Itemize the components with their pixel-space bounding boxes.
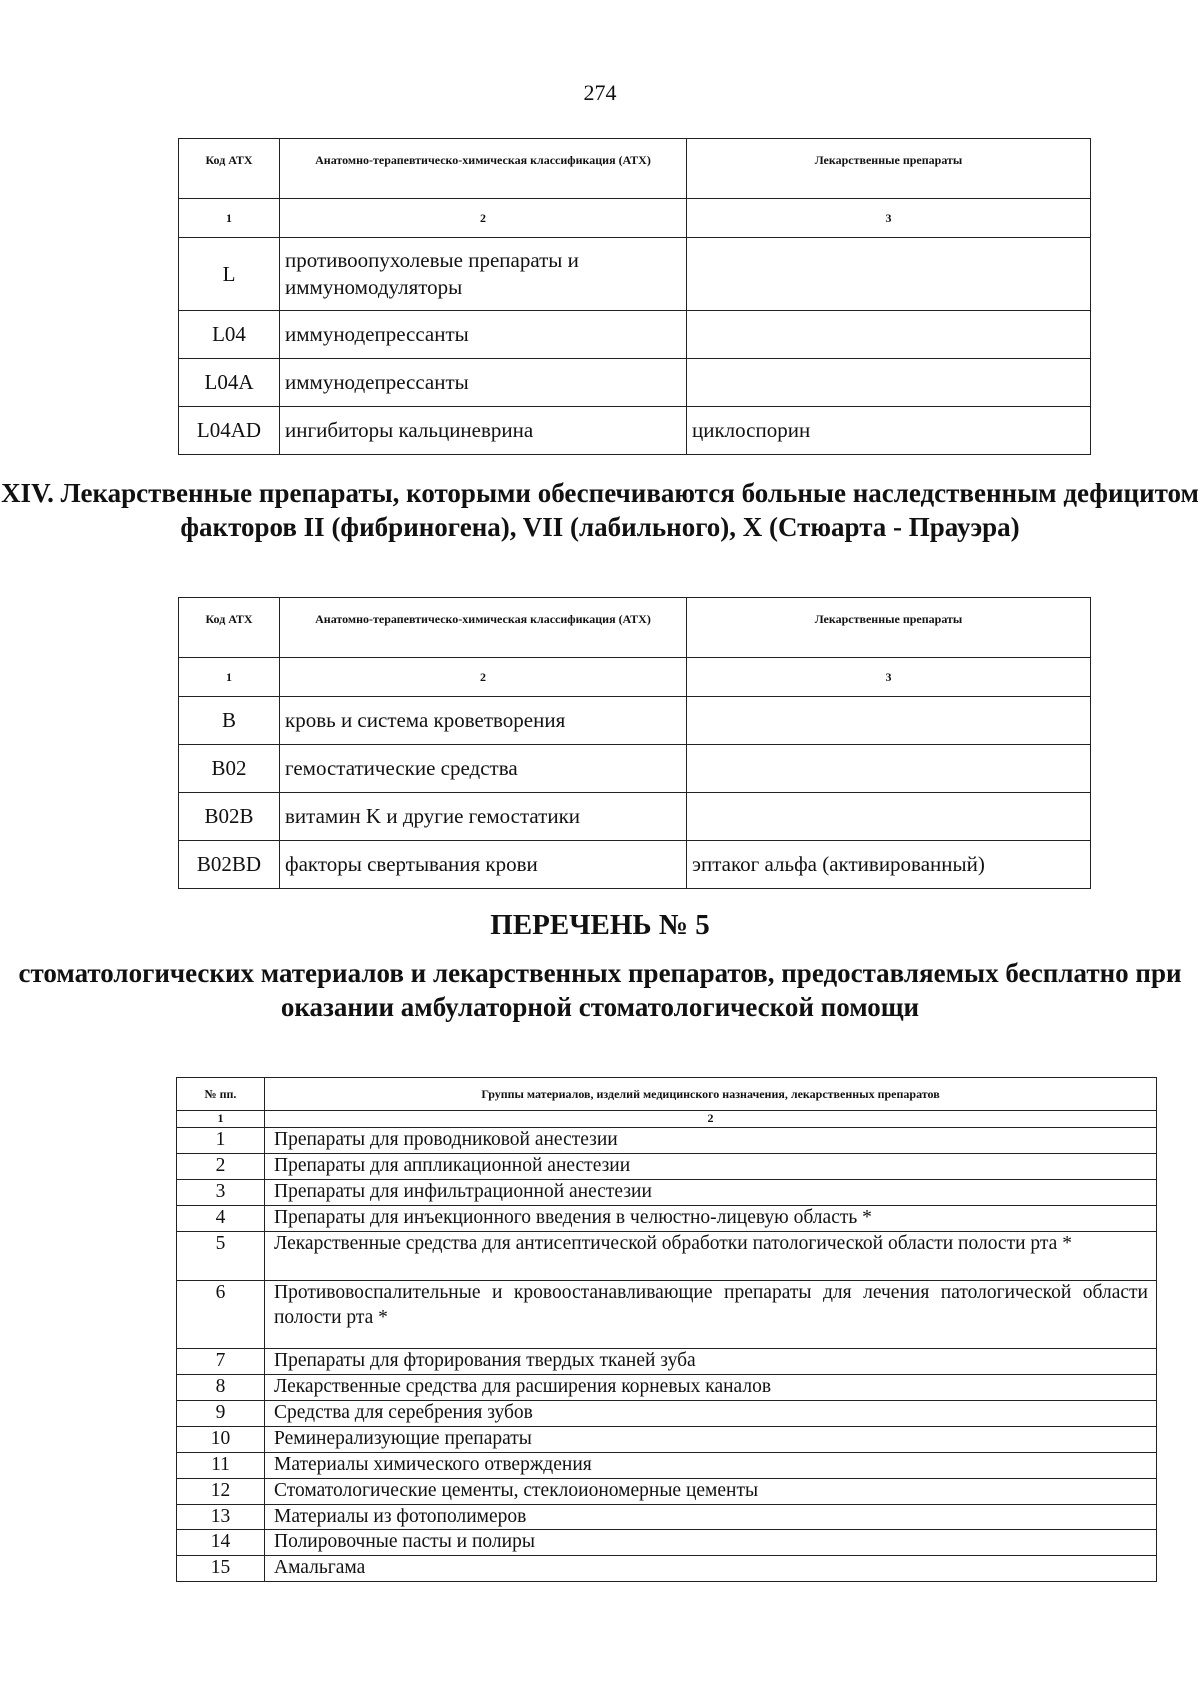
column-number: 1 xyxy=(179,199,280,238)
atx-classification: иммунодепрессанты xyxy=(280,359,687,407)
column-number: 3 xyxy=(687,199,1091,238)
table-row xyxy=(177,1128,1157,1154)
item-number: 5 xyxy=(177,1231,265,1280)
list-title: ПЕРЕЧЕНЬ № 5 xyxy=(490,909,710,941)
table-row xyxy=(177,1452,1157,1478)
item-number: 6 xyxy=(177,1280,265,1348)
atx-code: B02 xyxy=(179,745,280,793)
drug-name: циклоспорин xyxy=(687,407,1091,455)
column-number-row xyxy=(177,1111,1157,1128)
item-number: 8 xyxy=(177,1374,265,1400)
table-row xyxy=(179,311,1091,359)
item-text: Препараты для проводниковой анестезии xyxy=(265,1128,1157,1154)
item-text: Препараты для инфильтрационной анестезии xyxy=(265,1179,1157,1205)
table-row xyxy=(177,1530,1157,1556)
item-number: 10 xyxy=(177,1426,265,1452)
table-row xyxy=(179,359,1091,407)
atx-classification: ингибиторы кальциневрина xyxy=(280,407,687,455)
header-code: Код АТХ xyxy=(179,598,280,658)
column-number: 2 xyxy=(265,1111,1157,1128)
table-row xyxy=(177,1205,1157,1231)
drug-name xyxy=(687,359,1091,407)
item-text: Противовоспалительные и кровоостанавливающие препараты для лечения патологической области полости рта * xyxy=(265,1280,1157,1348)
drug-name xyxy=(687,745,1091,793)
drug-name xyxy=(687,697,1091,745)
item-text: Реминерализующие препараты xyxy=(265,1426,1157,1452)
item-text: Препараты для аппликационной анестезии xyxy=(265,1153,1157,1179)
header-number: № пп. xyxy=(177,1078,265,1111)
item-text: Амальгама xyxy=(265,1556,1157,1582)
item-text: Полировочные пасты и полиры xyxy=(265,1530,1157,1556)
item-text: Материалы из фотополимеров xyxy=(265,1504,1157,1530)
page-number: 274 xyxy=(583,80,617,105)
table-row xyxy=(177,1348,1157,1374)
atx-classification: факторы свертывания крови xyxy=(280,841,687,889)
header-drugs: Лекарственные препараты xyxy=(687,598,1091,658)
header-drugs: Лекарственные препараты xyxy=(687,139,1091,199)
column-number: 2 xyxy=(280,658,687,697)
column-number: 3 xyxy=(687,658,1091,697)
atx-code: B xyxy=(179,697,280,745)
atx-code: L04AD xyxy=(179,407,280,455)
table-row xyxy=(179,793,1091,841)
atx-table-immunosuppressants xyxy=(178,138,1091,455)
item-text: Стоматологические цементы, стеклоиономерные цементы xyxy=(265,1478,1157,1504)
table-row xyxy=(177,1556,1157,1582)
item-number: 14 xyxy=(177,1530,265,1556)
atx-code: L04A xyxy=(179,359,280,407)
column-number: 1 xyxy=(177,1111,265,1128)
atx-classification: витамин K и другие гемостатики xyxy=(280,793,687,841)
section-heading: XIV. Лекарственные препараты, которыми обеспечиваются больные наследственным дефицитом факторов II (фибриногена), VII (лабильного), X (Стюарта - Прауэра) xyxy=(1,478,1199,542)
atx-classification: противоопухолевые препараты и иммуномодуляторы xyxy=(280,238,687,311)
table-row xyxy=(179,238,1091,311)
drug-name xyxy=(687,238,1091,311)
item-number: 3 xyxy=(177,1179,265,1205)
atx-classification: иммунодепрессанты xyxy=(280,311,687,359)
item-number: 4 xyxy=(177,1205,265,1231)
drug-name xyxy=(687,311,1091,359)
item-text: Средства для серебрения зубов xyxy=(265,1400,1157,1426)
item-number: 12 xyxy=(177,1478,265,1504)
item-number: 1 xyxy=(177,1128,265,1154)
table-row xyxy=(177,1179,1157,1205)
item-text: Материалы химического отверждения xyxy=(265,1452,1157,1478)
header-code: Код АТХ xyxy=(179,139,280,199)
item-text: Лекарственные средства для антисептической обработки патологической области полости рта * xyxy=(265,1231,1157,1280)
table-row xyxy=(179,745,1091,793)
table-row xyxy=(177,1280,1157,1348)
table-row xyxy=(179,407,1091,455)
column-number-row xyxy=(179,199,1091,238)
item-number: 9 xyxy=(177,1400,265,1426)
table-row xyxy=(177,1504,1157,1530)
table-row xyxy=(177,1400,1157,1426)
item-number: 15 xyxy=(177,1556,265,1582)
header-classification: Анатомно-терапевтическо-химическая классификация (АТХ) xyxy=(280,139,687,199)
atx-code: B02BD xyxy=(179,841,280,889)
table-header-row xyxy=(179,598,1091,658)
item-number: 11 xyxy=(177,1452,265,1478)
atx-table-coagulation-factors xyxy=(178,597,1091,889)
item-text: Лекарственные средства для расширения корневых каналов xyxy=(265,1374,1157,1400)
drug-name xyxy=(687,793,1091,841)
drug-name: эптаког альфа (активированный) xyxy=(687,841,1091,889)
table-row xyxy=(177,1374,1157,1400)
item-number: 7 xyxy=(177,1348,265,1374)
header-group: Группы материалов, изделий медицинского назначения, лекарственных препаратов xyxy=(265,1078,1157,1111)
table-row xyxy=(177,1153,1157,1179)
table-header-row xyxy=(177,1078,1157,1111)
item-text: Препараты для инъекционного введения в челюстно-лицевую область * xyxy=(265,1205,1157,1231)
column-number-row xyxy=(179,658,1091,697)
atx-classification: гемостатические средства xyxy=(280,745,687,793)
atx-code: L04 xyxy=(179,311,280,359)
table-row xyxy=(177,1231,1157,1280)
column-number: 1 xyxy=(179,658,280,697)
table-row xyxy=(179,841,1091,889)
table-header-row xyxy=(179,139,1091,199)
column-number: 2 xyxy=(280,199,687,238)
table-row xyxy=(179,697,1091,745)
atx-code: L xyxy=(179,238,280,311)
item-number: 2 xyxy=(177,1153,265,1179)
item-number: 13 xyxy=(177,1504,265,1530)
atx-classification: кровь и система кроветворения xyxy=(280,697,687,745)
item-text: Препараты для фторирования твердых тканей зуба xyxy=(265,1348,1157,1374)
header-classification: Анатомно-терапевтическо-химическая классификация (АТХ) xyxy=(280,598,687,658)
atx-code: B02B xyxy=(179,793,280,841)
list-subtitle: стоматологических материалов и лекарственных препаратов, предоставляемых бесплатно при оказании амбулаторной стоматологической помощи xyxy=(18,958,1182,1022)
dental-materials-table xyxy=(176,1077,1157,1582)
table-row xyxy=(177,1426,1157,1452)
table-row xyxy=(177,1478,1157,1504)
